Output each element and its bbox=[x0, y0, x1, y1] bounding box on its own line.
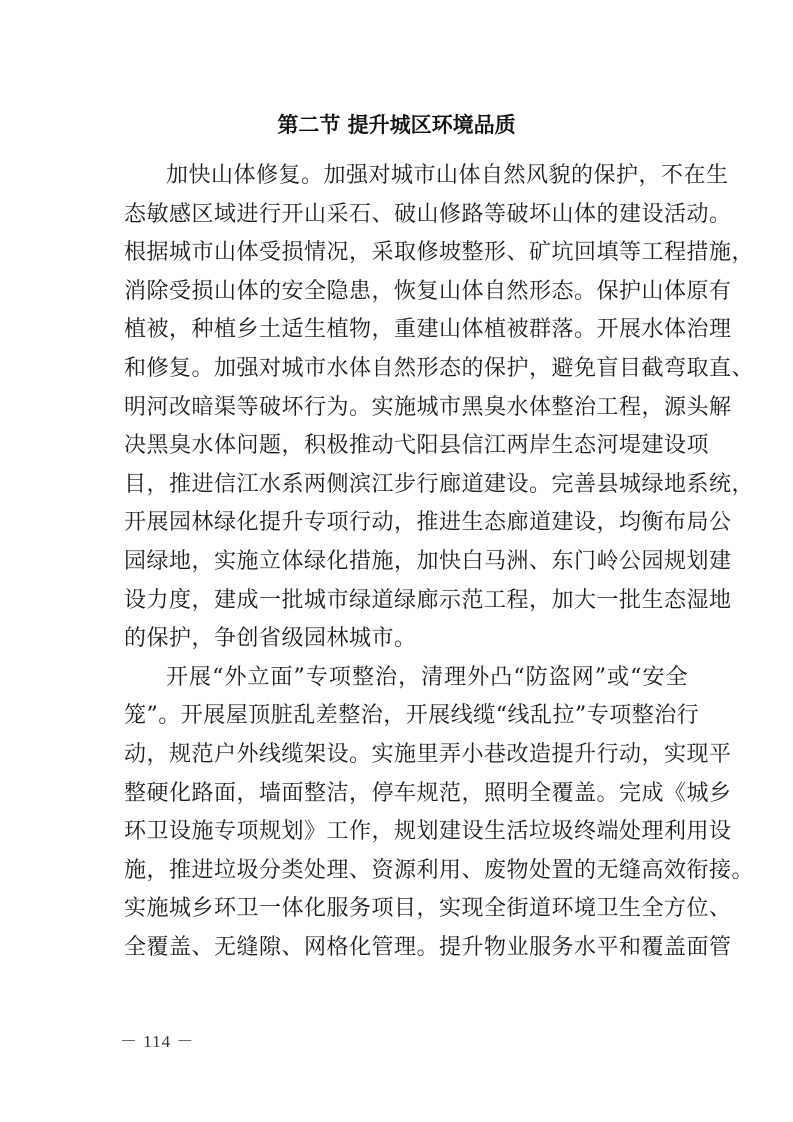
paragraph-1-line-4: 消除受损山体的安全隐患，恢复山体自然形态。保护山体原有 bbox=[124, 278, 732, 304]
paragraph-1-line-12: 设力度，建成一批城市绿道绿廊示范工程，加大一批生态湿地 bbox=[124, 587, 732, 613]
paragraph-2-line-4: 整硬化路面，墙面整洁，停车规范，照明全覆盖。完成《城乡 bbox=[124, 780, 732, 806]
paragraph-2-line-1: 开展“外立面”专项整治，清理外凸“防盗网”或“安全 bbox=[166, 664, 688, 690]
paragraph-1-line-9: 目，推进信江水系两侧滨江步行廊道建设。完善县城绿地系统， bbox=[124, 471, 755, 497]
paragraph-2-line-8: 全覆盖、无缝隙、网格化管理。提升物业服务水平和覆盖面管 bbox=[124, 934, 732, 960]
paragraph-2-line-3: 动，规范户外线缆架设。实施里弄小巷改造提升行动，实现平 bbox=[124, 741, 732, 767]
section-title: 第二节 提升城区环境品质 bbox=[277, 113, 516, 137]
paragraph-1-line-7: 明河改暗渠等破坏行为。实施城市黑臭水体整治工程，源头解 bbox=[124, 394, 732, 420]
paragraph-1-line-11: 园绿地，实施立体绿化措施，加快白马洲、东门岭公园规划建 bbox=[124, 548, 732, 574]
page-number: － 114 － bbox=[120, 1032, 195, 1051]
paragraph-2-line-5: 环卫设施专项规划》工作，规划建设生活垃圾终端处理利用设 bbox=[124, 819, 732, 845]
paragraph-1-line-10: 开展园林绿化提升专项行动，推进生态廊道建设，均衡布局公 bbox=[124, 510, 732, 536]
paragraph-1-line-2: 态敏感区域进行开山采石、破山修路等破坏山体的建设活动。 bbox=[124, 201, 732, 227]
paragraph-1-line-1: 加快山体修复。加强对城市山体自然风貌的保护，不在生 bbox=[166, 163, 729, 188]
paragraph-1-line-3: 根据城市山体受损情况，采取修坡整形、矿坑回填等工程措施， bbox=[124, 240, 755, 266]
paragraph-2-line-6: 施，推进垃圾分类处理、资源利用、废物处置的无缝高效衔接。 bbox=[124, 857, 755, 883]
body-text bbox=[124, 157, 755, 967]
paragraph-1-line-6: 和修复。加强对城市水体自然形态的保护，避免盲目截弯取直、 bbox=[124, 355, 755, 381]
paragraph-1-line-13: 的保护，争创省级园林城市。 bbox=[124, 626, 417, 652]
paragraph-2-line-2: 笼”。开展屋顶脏乱差整治，开展线缆“线乱拉”专项整治行 bbox=[124, 703, 700, 729]
paragraph-1-line-8: 决黑臭水体问题，积极推动弋阳县信江两岸生态河堤建设项 bbox=[124, 433, 710, 459]
paragraph-2-line-7: 实施城乡环卫一体化服务项目，实现全街道环境卫生全方位、 bbox=[124, 896, 732, 922]
paragraph-1-line-5: 植被，种植乡土适生植物，重建山体植被群落。开展水体治理 bbox=[124, 317, 732, 343]
